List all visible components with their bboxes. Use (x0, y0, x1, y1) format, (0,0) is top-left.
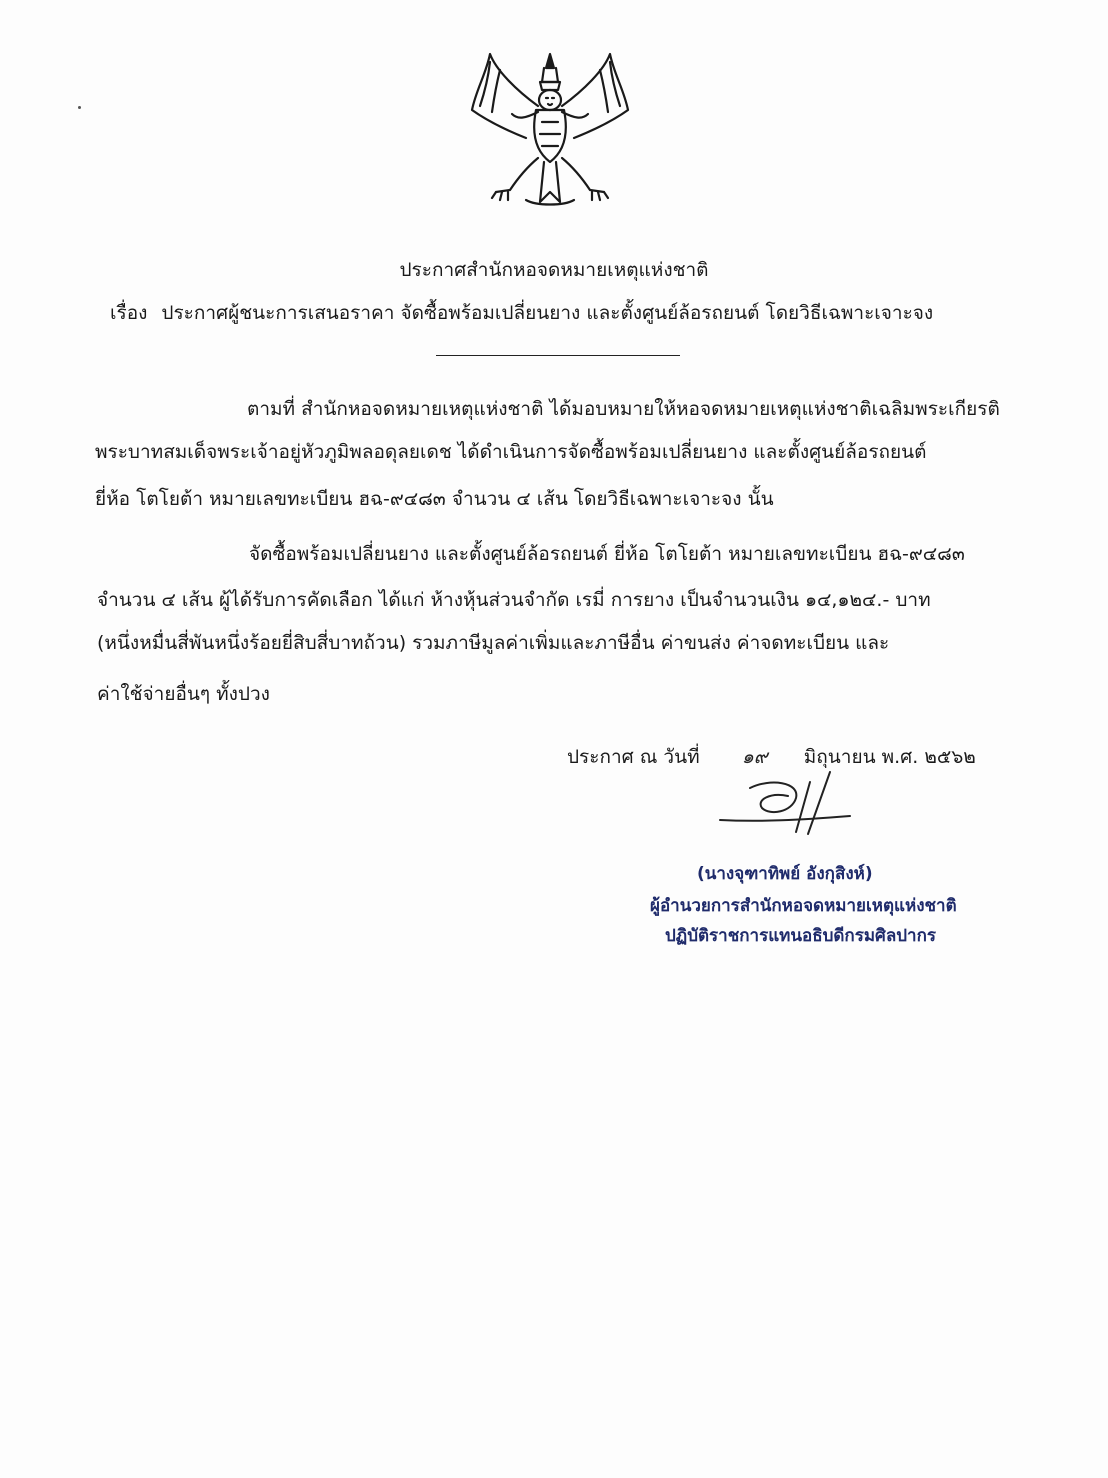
title-divider (436, 355, 680, 356)
subject-label: เรื่อง (110, 302, 148, 324)
paragraph2-line1: จัดซื้อพร้อมเปลี่ยนยาง และตั้งศูนย์ล้อรถยนต์ ยี่ห้อ โตโยต้า หมายเลขทะเบียน ฮฉ-๙๔๘๓ (249, 543, 965, 565)
subject-text: ประกาศผู้ชนะการเสนอราคา จัดซื้อพร้อมเปลี่ยนยาง และตั้งศูนย์ล้อรถยนต์ โดยวิธีเฉพาะเจาะจง (161, 302, 934, 324)
paragraph1-line1: ตามที่ สำนักหอจดหมายเหตุแห่งชาติ ได้มอบหมายให้หอจดหมายเหตุแห่งชาติเฉลิมพระเกียรติ (247, 398, 1000, 420)
signatory-position: ผู้อำนวยการสำนักหอจดหมายเหตุแห่งชาติ (650, 896, 957, 916)
paragraph2-line4: ค่าใช้จ่ายอื่นๆ ทั้งปวง (97, 683, 270, 705)
paragraph1-line2: พระบาทสมเด็จพระเจ้าอยู่หัวภูมิพลอดุลยเดช ได้ดำเนินการจัดซื้อพร้อมเปลี่ยนยาง และตั้งศูนย์ล้อรถยนต์ (95, 441, 927, 463)
handwritten-signature (700, 768, 900, 848)
document-title: ประกาศสำนักหอจดหมายเหตุแห่งชาติ (399, 259, 709, 281)
scan-speck (78, 106, 81, 109)
paragraph2-line2: จำนวน ๔ เส้น ผู้ได้รับการคัดเลือก ได้แก่ ห้างหุ้นส่วนจำกัด เรมี่ การยาง เป็นจำนวนเงิน ๑๔,๑๒๔.- บาท (97, 589, 931, 611)
garuda-emblem-icon (466, 50, 634, 210)
signatory-acting: ปฏิบัติราชการแทนอธิบดีกรมศิลปากร (665, 926, 937, 946)
paragraph1-line3: ยี่ห้อ โตโยต้า หมายเลขทะเบียน ฮฉ-๙๔๘๓ จำนวน ๔ เส้น โดยวิธีเฉพาะเจาะจง นั้น (95, 488, 774, 510)
signatory-name: (นางจุฑาทิพย์ อังกุสิงห์) (697, 864, 873, 884)
announcement-prefix: ประกาศ ณ วันที่ (567, 746, 700, 768)
paragraph2-line3: (หนึ่งหมื่นสี่พันหนึ่งร้อยยี่สิบสี่บาทถ้วน) รวมภาษีมูลค่าเพิ่มและภาษีอื่น ค่าขนส่ง ค่าจดทะเบียน และ (97, 632, 890, 654)
announcement-month-year: มิถุนายน พ.ศ. ๒๕๖๒ (803, 746, 976, 768)
subject-line (110, 298, 933, 328)
announcement-day: ๑๙ (741, 746, 768, 768)
